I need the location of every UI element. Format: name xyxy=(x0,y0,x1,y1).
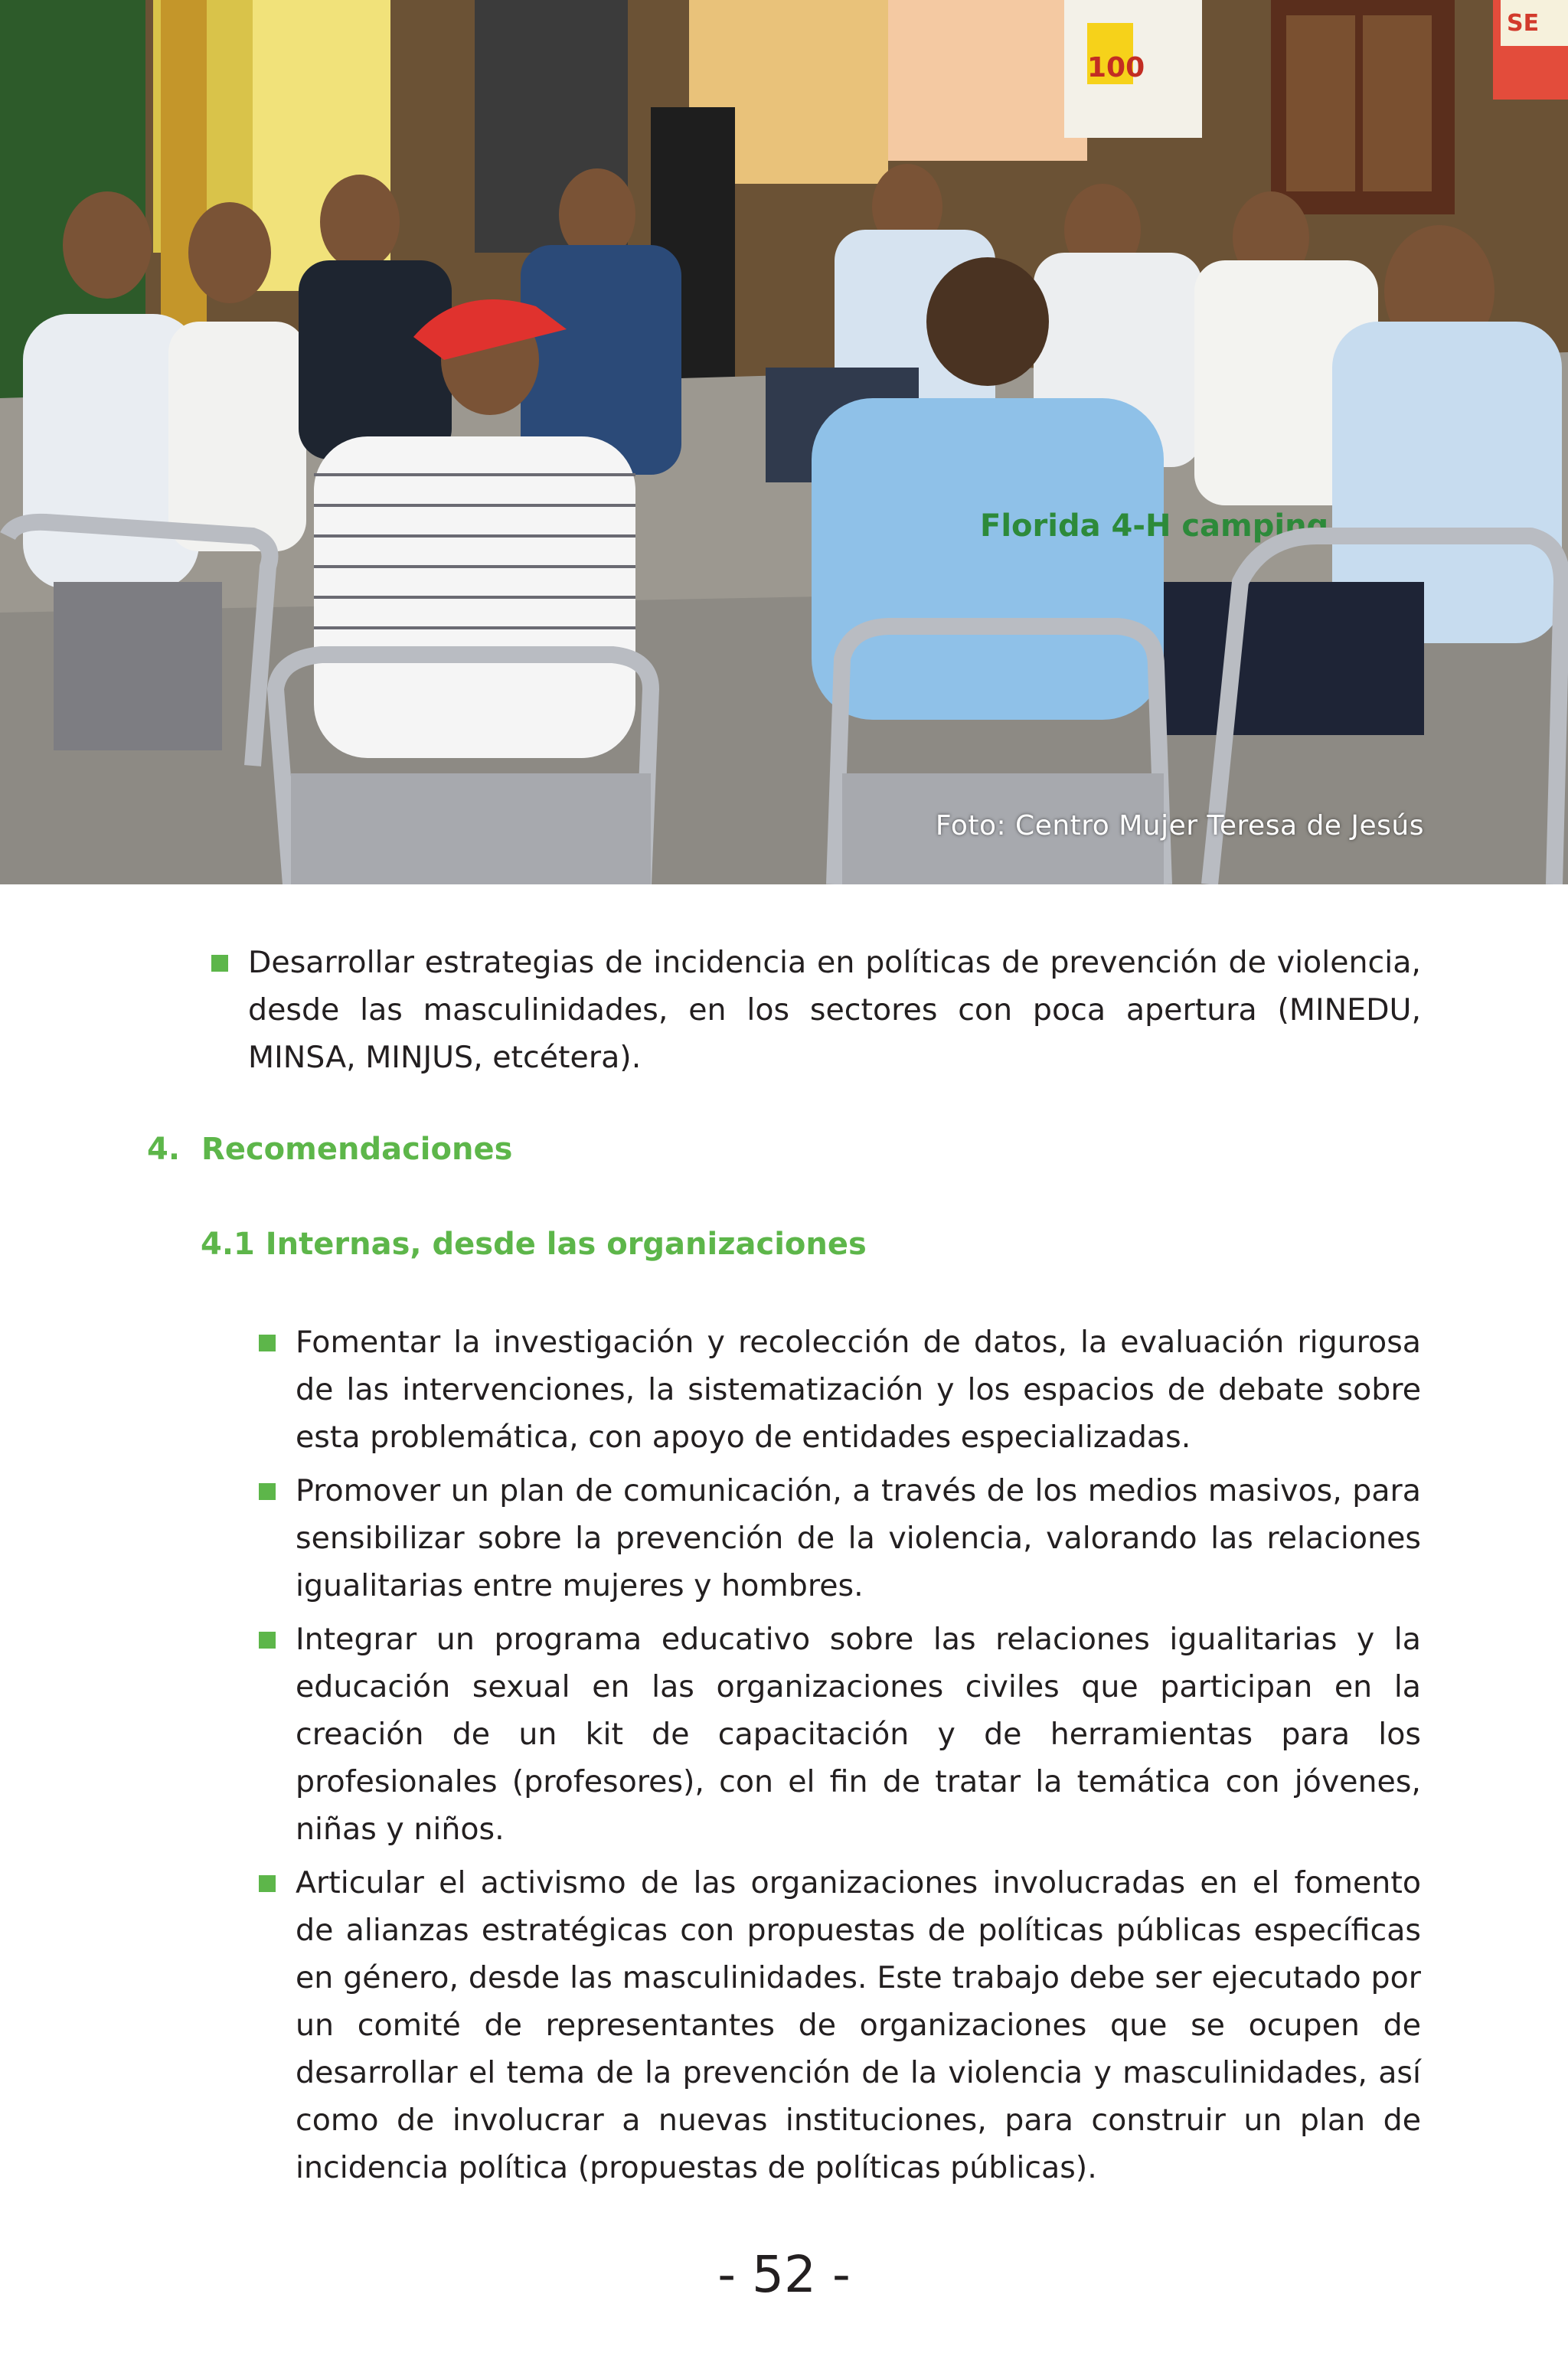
list-item-text: Desarrollar estrategias de incidencia en políticas de prevención de violencia, desde las masculinidades, en los sectores con poca apertura (MINEDU, MINSA, MINJUS, etcétera). xyxy=(248,945,1421,1075)
list-item-text: Articular el activismo de las organizaciones involucradas en el fomento de alianzas estratégicas con propuestas de políticas públicas específicas en género, desde las masculinidades. Este trabajo debe ser ejecutado por un comité de representantes de organizaciones que se ocupen de desarrollar el tema de la prevención de la violencia y masculinidades, así como de involucrar a nuevas instituciones, para construir un plan de incidencia política (propuestas de políticas públicas). xyxy=(296,1865,1421,2185)
bullet-square-icon xyxy=(259,1632,276,1649)
list-item xyxy=(259,1467,1421,1610)
photo-credit: Foto: Centro Mujer Teresa de Jesús xyxy=(935,810,1424,842)
recommendations-list xyxy=(259,1319,1421,2198)
wall-poster-text: SE xyxy=(1507,10,1540,37)
list-item xyxy=(259,1859,1421,2191)
list-item xyxy=(259,1616,1421,1853)
top-bullet-list xyxy=(211,939,1421,1081)
section-number: 4. xyxy=(147,1132,181,1167)
list-item xyxy=(259,1319,1421,1461)
list-item-text: Promover un plan de comunicación, a través de los medios masivos, para sensibilizar sobre la prevención de la violencia, valorando las relaciones igualitarias entre mujeres y hombres. xyxy=(296,1473,1421,1603)
price-sign-text: 100 xyxy=(1087,52,1145,83)
list-item-text: Fomentar la investigación y recolección de datos, la evaluación rigurosa de las intervenciones, la sistematización y los espacios de debate sobre esta problemática, con apoyo de entidades especializadas. xyxy=(296,1325,1421,1455)
section-heading xyxy=(147,1132,512,1167)
section-title: Recomendaciones xyxy=(201,1132,513,1167)
bullet-square-icon xyxy=(259,1875,276,1892)
subsection-heading: 4.1 Internas, desde las organizaciones xyxy=(201,1227,867,1262)
group-meeting-photo xyxy=(0,0,1568,884)
bullet-square-icon xyxy=(259,1335,276,1351)
list-item-text: Integrar un programa educativo sobre las relaciones igualitarias y la educación sexual en las organizaciones civiles que participan en la creación de un kit de capacitación y de herramientas para los profesionales (profesores), con el fin de tratar la temática con jóvenes, niñas y niños. xyxy=(296,1622,1421,1847)
bullet-square-icon xyxy=(211,955,228,972)
list-item xyxy=(211,939,1421,1081)
bullet-square-icon xyxy=(259,1483,276,1500)
shirt-print-text: Florida 4-H camping xyxy=(980,508,1329,544)
page-number: - 52 - xyxy=(717,2245,851,2304)
